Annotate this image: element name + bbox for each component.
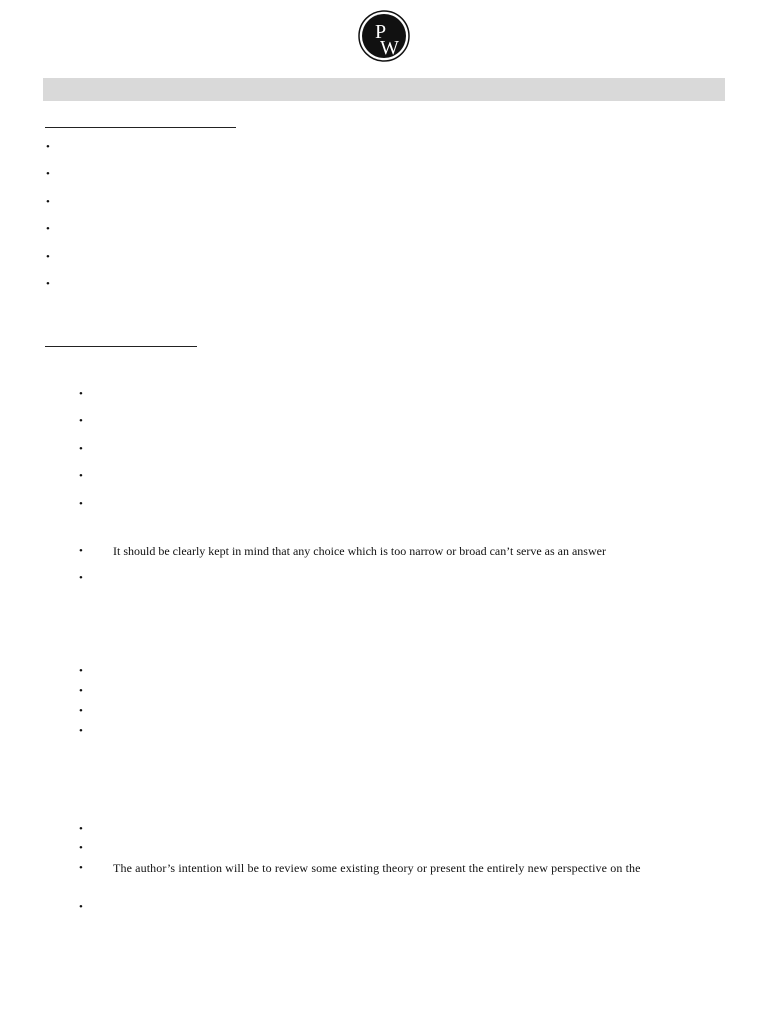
list-item-narrow-broad: It should be clearly kept in mind that any choice which is too narrow or broad can’t serve as an answer — [113, 544, 606, 558]
section-one-bullet: • — [46, 196, 50, 208]
section-one-heading-underline — [45, 127, 236, 128]
list-bullet: • — [79, 470, 83, 482]
list-bullet: • — [79, 823, 83, 835]
pw-logo-icon — [358, 8, 410, 64]
section-one-bullet: • — [46, 223, 50, 235]
section-one-bullet: • — [46, 168, 50, 180]
list-bullet: • — [79, 705, 83, 717]
svg-text:W: W — [380, 37, 399, 59]
svg-text:P: P — [375, 21, 387, 43]
list-bullet: • — [79, 725, 83, 737]
list-bullet: • — [79, 572, 83, 584]
section-title-bar — [43, 78, 725, 101]
section-one-bullet: • — [46, 278, 50, 290]
list-bullet: • — [79, 388, 83, 400]
section-one-bullet: • — [46, 141, 50, 153]
list-item-author-intention: The author’s intention will be to review some existing theory or present the entirely new perspective on the — [113, 861, 641, 875]
pw-logo — [358, 8, 410, 64]
list-bullet: • — [79, 498, 83, 510]
list-bullet: • — [79, 862, 83, 874]
section-one-bullet: • — [46, 251, 50, 263]
list-bullet: • — [79, 443, 83, 455]
list-bullet: • — [79, 842, 83, 854]
list-bullet: • — [79, 901, 83, 913]
section-two-heading-underline — [45, 346, 197, 347]
list-bullet: • — [79, 545, 83, 557]
list-bullet: • — [79, 665, 83, 677]
list-bullet: • — [79, 415, 83, 427]
list-bullet: • — [79, 685, 83, 697]
